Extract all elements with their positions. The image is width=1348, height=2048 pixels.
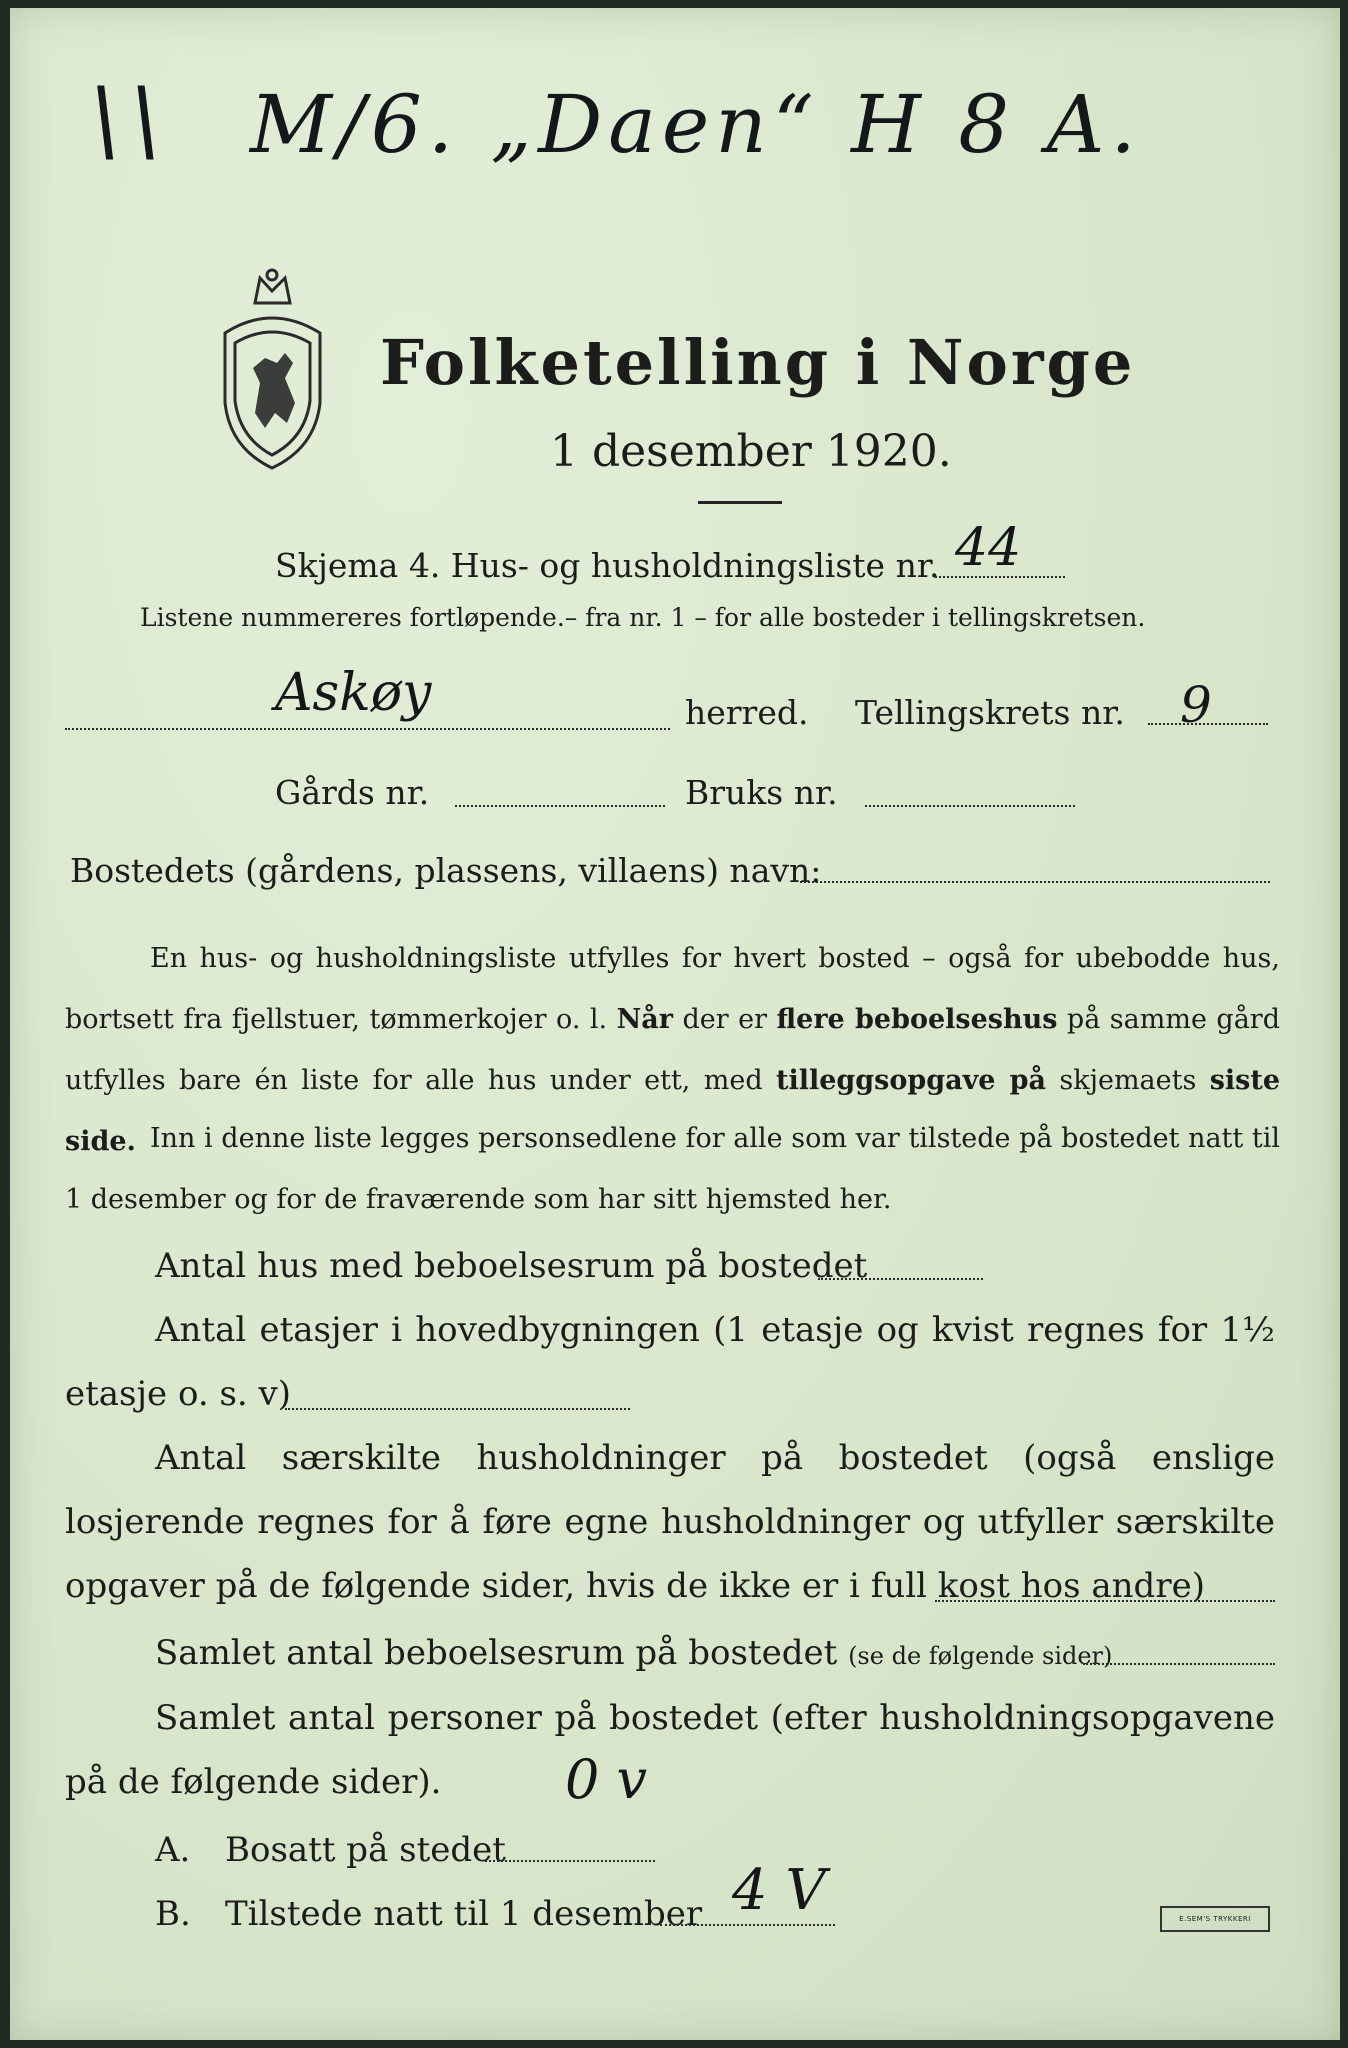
handwritten-header-note: M/6. „Daen“ H 8 A. [250,78,1142,171]
herred-value: Askøy [275,663,432,723]
question-floors: Antal etasjer i hovedbygningen (1 etasje og kvist regnes for 1½ etasje o. s. v) [65,1310,1275,1414]
form-subtitle: 1 desember 1920. [550,426,952,477]
bosted-field[interactable] [800,881,1270,883]
handwritten-corner-marks: \\ [90,68,171,173]
houses-field[interactable] [818,1278,983,1280]
present-field[interactable] [660,1924,835,1926]
norway-coat-of-arms-icon [215,263,330,473]
gards-label: Gårds nr. [275,773,430,812]
title-divider [698,501,782,504]
question-persons: Samlet antal personer på bostedet (efter husholdningsopgavene på de følgende sider). [65,1698,1275,1802]
instructions-paragraph-2: Inn i denne liste legges personsedlene for alle som var tilstede på bostedet natt til 1 desember og for de fraværende som har sitt hjemsted her. [65,1123,1280,1215]
printer-stamp: E.SEM'S TRYKKERI [1160,1906,1270,1932]
gards-field[interactable] [455,805,665,807]
schema-label: Skjema 4. Hus- og husholdningsliste nr. [275,546,940,585]
households-field[interactable] [935,1600,1275,1602]
residents-letter: A. [155,1830,191,1870]
form-title: Folketelling i Norge [380,326,1136,399]
bruks-label: Bruks nr. [685,773,838,812]
question-rooms: Samlet antal beboelsesrum på bostedet (se de følgende sider) [155,1633,1113,1673]
present-letter: B. [155,1894,191,1934]
bosted-label: Bostedets (gårdens, plassens, villaens) navn: [70,851,822,890]
persons-value: 0 v [565,1748,648,1811]
instructions-paragraph-1: En hus- og husholdningsliste utfylles for hvert bosted – også for ubebodde hus, bortsett fra fjellstuer, tømmerkojer o. l. Når der er flere beboelseshus på samme gård utfylles bare én liste for alle hus under ett, med tilleggsopgave på skjemaets siste side. [65,943,1281,1157]
question-households: Antal særskilte husholdninger på bostedet (også enslige losjerende regnes for å føre egne husholdninger og utfyller særskilte opgaver på de følgende sider, hvis de ikke er i full kost hos andre) [65,1438,1275,1606]
tellingskrets-label: Tellingskrets nr. [855,693,1125,732]
herred-field[interactable] [65,728,670,730]
schema-number-value: 44 [955,518,1022,578]
rooms-field[interactable] [1083,1663,1275,1665]
floors-field[interactable] [285,1408,630,1410]
present-label: Tilstede natt til 1 desember [225,1894,703,1934]
question-houses: Antal hus med beboelsesrum på bostedet [155,1246,868,1286]
numbering-note: Listene nummereres fortløpende.– fra nr. 1 – for alle bosteder i tellingskretsen. [140,603,1146,632]
present-value: 4 V [732,1858,826,1923]
residents-field[interactable] [485,1860,655,1862]
tellingskrets-value: 9 [1180,676,1212,734]
residents-label: Bosatt på stedet [225,1830,506,1870]
census-form-page [10,8,1340,2040]
herred-label: herred. [685,693,809,732]
bruks-field[interactable] [865,805,1075,807]
